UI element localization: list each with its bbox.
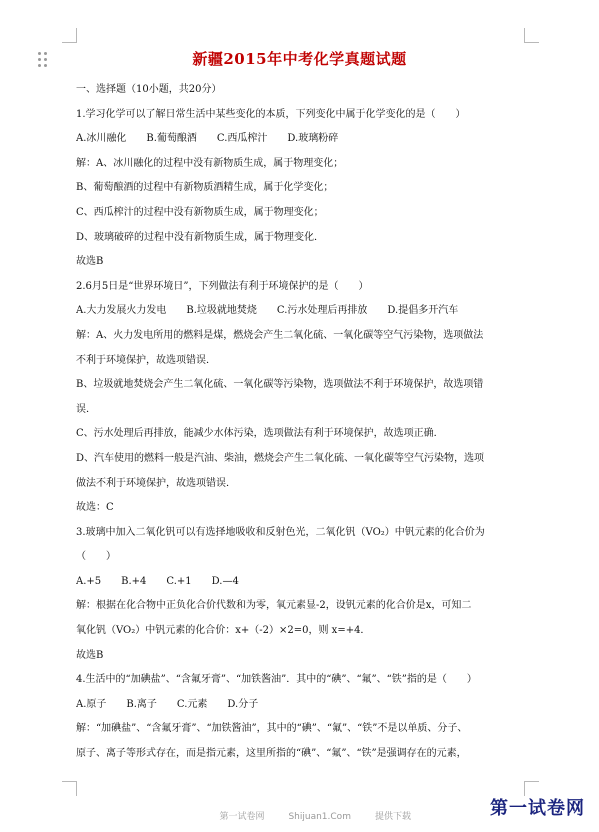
document-line: D、玻璃破碎的过程中没有新物质生成，属于物理变化． xyxy=(76,231,325,243)
document-line: 做法不利于环境保护，故选项错误． xyxy=(76,477,236,489)
document-line: 一、选择题（10小题，共20分） xyxy=(76,84,222,95)
document-line: 3.玻璃中加入二氧化钒可以有选择地吸收和反射色光，二氧化钒（VO₂）中钒元素的化合价为 xyxy=(76,526,485,538)
document-line: B、垃圾就地焚烧会产生二氧化硫、一氧化碳等污染物，选项做法不利于环境保护，故选项错 xyxy=(76,379,484,391)
document-line: B、葡萄酿酒的过程中有新物质酒精生成，属于化学变化； xyxy=(76,182,334,194)
footer-download-text: 提供下载 xyxy=(374,812,411,822)
page-margin-corner-top-right xyxy=(524,28,539,43)
document-line: 原子、离子等形式存在，而是指元素，这里所指的“碘”、“氟”、“铁”是强调存在的元素， xyxy=(76,748,467,760)
document-line: A.原子 B.离子 C.元素 D.分子 xyxy=(76,698,259,710)
document-line: 4.生活中的“加碘盐”、“含氟牙膏”、“加铁酱油”．其中的“碘”、“氟”、“铁”指的是（ ） xyxy=(76,674,477,686)
footer-domain: Shijuan1.Com xyxy=(288,812,351,822)
document-line: A.+5 B.+4 C.+1 D.—4 xyxy=(76,575,239,587)
document-line: 故选：C xyxy=(76,502,114,514)
document-line: C、西瓜榨汁的过程中没有新物质生成，属于物理变化； xyxy=(76,206,324,218)
document-line: 解：A、冰川融化的过程中没有新物质生成，属于物理变化； xyxy=(76,157,344,169)
document-line: 2.6月5日是“世界环境日”，下列做法有利于环境保护的是（ ） xyxy=(76,280,369,292)
document-line: 1.学习化学可以了解日常生活中某些变化的本质，下列变化中属于化学变化的是（ ） xyxy=(76,108,466,120)
document-line: C、污水处理后再排放，能减少水体污染，选项做法有利于环境保护，故选项正确． xyxy=(76,428,444,440)
document-line: 不利于环境保护，故选项错误． xyxy=(76,354,216,366)
document-body xyxy=(76,78,528,767)
document-line: 误． xyxy=(76,403,96,415)
page-footer xyxy=(208,799,435,832)
document-line: 解：根据在化合物中正负化合价代数和为零，氧元素显-2，设钒元素的化合价是x，可知二 xyxy=(76,600,472,612)
page-margin-corner-top-left xyxy=(62,28,77,43)
document-line: 故选B xyxy=(76,649,104,661)
footer-site-name: 第一试卷网 xyxy=(219,812,265,822)
document-line: A.冰川融化 B.葡萄酿酒 C.西瓜榨汁 D.玻璃粉碎 xyxy=(76,133,339,145)
document-line: （ ） xyxy=(76,551,116,563)
document-line: 氧化钒（VO₂）中钒元素的化合价：x+（-2）×2=0，则 x=+4． xyxy=(76,625,371,637)
document-line: 故选B xyxy=(76,256,104,268)
document-title: 新疆2015年中考化学真题试题 xyxy=(192,50,407,68)
document-line: 解：“加碘盐”、“含氟牙膏”、“加铁酱油”，其中的“碘”、“氟”、“铁”不是以单质、分子、 xyxy=(76,723,468,735)
page-margin-corner-bottom-left xyxy=(62,781,77,796)
site-watermark-logo: 第一试卷网 xyxy=(490,798,585,819)
document-line: D、汽车使用的燃料一般是汽油、柴油，燃烧会产生二氧化硫、一氧化碳等空气污染物，选项 xyxy=(76,452,485,464)
document-line: A.大力发展火力发电 B.垃圾就地焚烧 C.污水处理后再排放 D.提倡多开汽车 xyxy=(76,305,459,317)
document-line: 解：A、火力发电所用的燃料是煤，燃烧会产生二氧化硫、一氧化碳等空气污染物，选项做法 xyxy=(76,329,484,341)
